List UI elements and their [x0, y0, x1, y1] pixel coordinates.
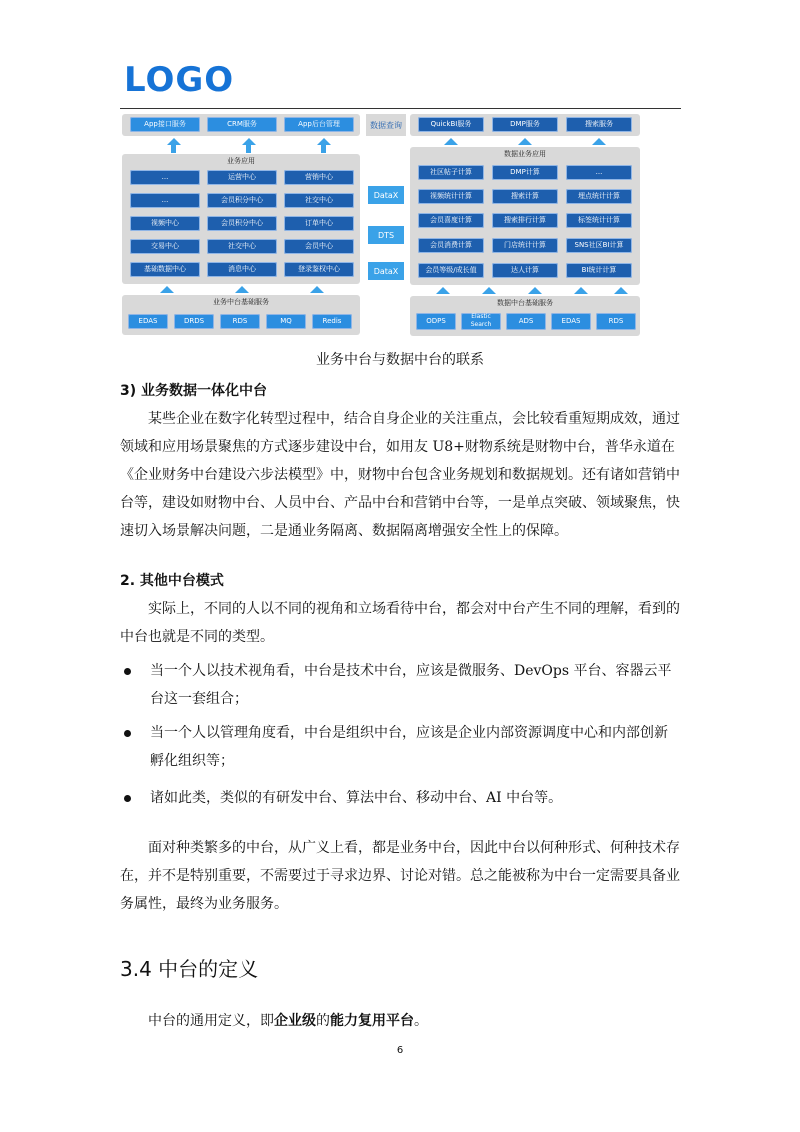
diagram-box: 达人计算	[492, 263, 558, 278]
arrow-up-icon	[235, 286, 249, 293]
bullet-icon	[124, 795, 131, 802]
arrow-up-icon	[444, 138, 458, 145]
diagram-box: 视频中心	[130, 216, 200, 231]
diagram-box: RDS	[220, 314, 260, 329]
diagram-box: Elastic Search	[461, 313, 501, 330]
list-item-text: 当一个人以管理角度看，中台是组织中台，应该是企业内部资源调度中心和内部创新孵化组织等；	[150, 725, 668, 769]
diagram-box: DRDS	[174, 314, 214, 329]
diagram-box: 会员消费计算	[418, 238, 484, 253]
arrow-up-icon	[614, 287, 628, 294]
diagram-box: DMP计算	[492, 165, 558, 180]
diagram-box: DMP服务	[492, 117, 558, 132]
diagram-box: 搜索排行计算	[492, 213, 558, 228]
diagram-box: ODPS	[416, 313, 456, 330]
header-rule	[120, 108, 681, 109]
arrow-up-icon	[518, 138, 532, 145]
figure-caption: 业务中台与数据中台的联系	[316, 352, 484, 368]
list-item	[120, 784, 680, 812]
arrow-stem	[321, 145, 326, 153]
data-query-arrow: 数据查询	[366, 114, 406, 136]
diagram-box: 营销中心	[284, 170, 354, 185]
diagram-box: 基础数据中心	[130, 262, 200, 277]
diagram-box: 会员等级/成长值	[418, 263, 484, 278]
datax-arrow: DataX	[368, 262, 404, 280]
diagram-box: SNS社区BI计算	[566, 238, 632, 253]
arrow-up-icon	[436, 287, 450, 294]
paragraph-business-data: 某些企业在数字化转型过程中，结合自身企业的关注重点，会比较看重短期成效，通过领域和应用场景聚焦的方式逐步建设中台，如用友 U8+财物系统是财物中台，普华永道在《企业财务中台建设六步法模型》中，财物中台包含业务规划和数据规划。还有诸如营销中台等，建设如财物中台、人员中台、产品中台和营销中台等，一是单点突破、领域聚焦，快速切入场景解决问题，二是通业务隔离、数据隔离增强安全性上的保障。	[120, 411, 680, 539]
diagram-box: 埋点统计计算	[566, 189, 632, 204]
diagram-box: EDAS	[551, 313, 591, 330]
definition-bold-1: 企业级	[274, 1013, 316, 1029]
diagram-box: 会员积分中心	[207, 216, 277, 231]
definition-mid: 的	[316, 1013, 330, 1029]
paragraph-definition	[120, 1007, 680, 1035]
diagram-box: QuickBI服务	[418, 117, 484, 132]
diagram-box: App接口服务	[130, 117, 200, 132]
arrow-up-icon	[317, 138, 331, 145]
dts-arrow: DTS	[368, 226, 404, 244]
diagram-box: 社区帖子计算	[418, 165, 484, 180]
panel-title: 数据中台基础服务	[497, 299, 553, 307]
arrow-up-icon	[528, 287, 542, 294]
diagram-box: ...	[566, 165, 632, 180]
diagram-box: 会员积分中心	[207, 193, 277, 208]
panel-title: 数据业务应用	[504, 150, 546, 158]
diagram-box: 搜索服务	[566, 117, 632, 132]
diagram-box: BI统计计算	[566, 263, 632, 278]
architecture-diagram	[122, 112, 642, 337]
diagram-box: ...	[130, 170, 200, 185]
arrow-stem	[171, 145, 176, 153]
list-item	[120, 719, 680, 775]
page-number: 6	[396, 1045, 404, 1056]
diagram-box: 标签统计计算	[566, 213, 632, 228]
diagram-box: 视频统计计算	[418, 189, 484, 204]
datax-arrow: DataX	[368, 186, 404, 204]
diagram-box: ...	[130, 193, 200, 208]
diagram-box: Redis	[312, 314, 352, 329]
diagram-box: 搜索计算	[492, 189, 558, 204]
list-item	[120, 657, 680, 713]
paragraph-summary: 面对种类繁多的中台，从广义上看，都是业务中台，因此中台以何种形式、何种技术存在，并不是特别重要，不需要过于寻求边界、讨论对错。总之能被称为中台一定需要具备业务属性，最终为业务服务。	[120, 840, 680, 912]
arrow-up-icon	[482, 287, 496, 294]
panel-title: 业务应用	[227, 157, 255, 165]
arrow-up-icon	[160, 286, 174, 293]
diagram-box: MQ	[266, 314, 306, 329]
diagram-box: 会员中心	[284, 239, 354, 254]
list-item-text: 诸如此类，类似的有研发中台、算法中台、移动中台、AI 中台等。	[150, 790, 563, 806]
heading-business-data: 3) 业务数据一体化中台	[120, 383, 268, 399]
arrow-up-icon	[574, 287, 588, 294]
diagram-box: 会员喜度计算	[418, 213, 484, 228]
arrow-up-icon	[167, 138, 181, 145]
diagram-box: 登录鉴权中心	[284, 262, 354, 277]
diagram-box: 运营中心	[207, 170, 277, 185]
diagram-box: 门店统计计算	[492, 238, 558, 253]
arrow-up-icon	[592, 138, 606, 145]
diagram-box: CRM服务	[207, 117, 277, 132]
diagram-box: ADS	[506, 313, 546, 330]
paragraph-other-modes: 实际上，不同的人以不同的视角和立场看待中台，都会对中台产生不同的理解，看到的中台也就是不同的类型。	[120, 601, 680, 645]
arrow-stem	[246, 145, 251, 153]
diagram-box: 消息中心	[207, 262, 277, 277]
diagram-box: 订单中心	[284, 216, 354, 231]
bullet-icon	[124, 668, 131, 675]
arrow-up-icon	[242, 138, 256, 145]
diagram-box: 社交中心	[207, 239, 277, 254]
diagram-box: 交易中心	[130, 239, 200, 254]
bullet-icon	[124, 730, 131, 737]
logo: LOGO	[124, 60, 235, 100]
arrow-up-icon	[310, 286, 324, 293]
panel-title: 业务中台基础服务	[213, 298, 269, 306]
heading-other-modes: 2. 其他中台模式	[120, 573, 224, 589]
definition-bold-2: 能力复用平台	[330, 1013, 414, 1029]
definition-prefix: 中台的通用定义，即	[148, 1013, 274, 1029]
diagram-box: 社交中心	[284, 193, 354, 208]
heading-definition: 3.4 中台的定义	[120, 957, 259, 981]
diagram-box: App后台管理	[284, 117, 354, 132]
definition-end: 。	[414, 1013, 428, 1029]
diagram-box: EDAS	[128, 314, 168, 329]
list-item-text: 当一个人以技术视角看，中台是技术中台，应该是微服务、DevOps 平台、容器云平台这一套组合；	[150, 663, 672, 707]
diagram-box: RDS	[596, 313, 636, 330]
